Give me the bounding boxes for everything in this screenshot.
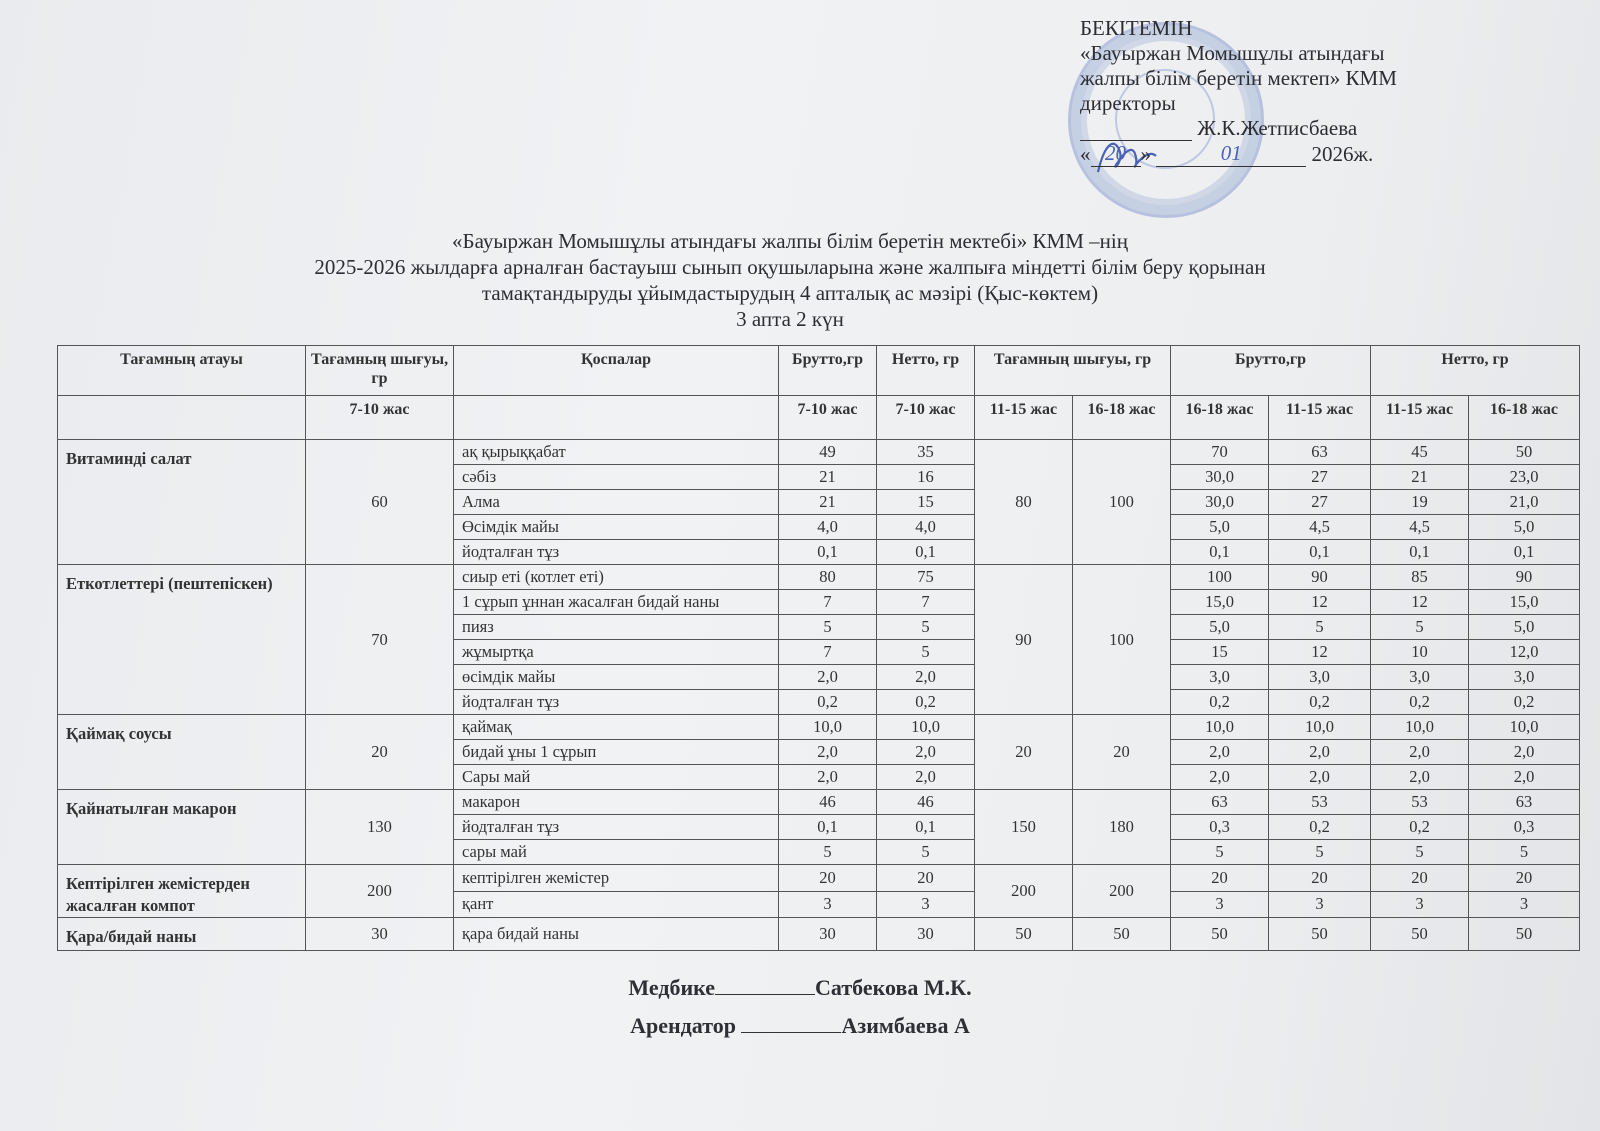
table-row [58,865,1580,892]
dish-output: 20 [306,715,454,790]
netto-7-10: 0,2 [877,690,975,715]
netto-7-10: 2,0 [877,765,975,790]
netto-11-15: 3,0 [1371,665,1469,690]
brutto-16-18: 30,0 [1171,465,1269,490]
output-11-15: 90 [975,565,1073,715]
netto-11-15: 0,2 [1371,815,1469,840]
netto-16-18: 50 [1469,440,1580,465]
title-line-4: 3 апта 2 күн [736,307,844,331]
netto-7-10: 0,1 [877,815,975,840]
header-brutto-group: Брутто,гр [1171,346,1371,396]
netto-11-15: 19 [1371,490,1469,515]
ingredient-name: макарон [454,790,779,815]
netto-7-10: 30 [877,918,975,951]
brutto-11-15: 4,5 [1269,515,1371,540]
dish-name: Қара/бидай наны [58,918,306,951]
director-name: Ж.К.Жетписбаева [1197,116,1358,140]
ingredient-name: ақ қырыққабат [454,440,779,465]
netto-7-10: 7 [877,590,975,615]
dish-name: Қаймақ соусы [58,715,306,790]
brutto-16-18: 50 [1171,918,1269,951]
netto-11-15: 45 [1371,440,1469,465]
brutto-11-15: 63 [1269,440,1371,465]
brutto-16-18: 63 [1171,790,1269,815]
netto-11-15: 10 [1371,640,1469,665]
netto-16-18: 0,3 [1469,815,1580,840]
output-11-15: 200 [975,865,1073,918]
brutto-11-15: 90 [1269,565,1371,590]
date-open-quote: « [1080,142,1091,166]
ingredient-name: қаймақ [454,715,779,740]
brutto-16-18: 5,0 [1171,615,1269,640]
netto-7-10: 2,0 [877,740,975,765]
brutto-16-18: 2,0 [1171,765,1269,790]
brutto-16-18: 20 [1171,865,1269,892]
brutto-7-10: 2,0 [779,740,877,765]
approval-date [1080,141,1520,167]
brutto-11-15: 53 [1269,790,1371,815]
date-day: 20 [1091,141,1141,167]
netto-7-10: 16 [877,465,975,490]
director-line [1080,116,1520,141]
output-16-18: 100 [1073,565,1171,715]
approval-block [1080,16,1520,167]
title-line-3: тамақтандыруды ұйымдастырудың 4 апталық ас мәзірі (Қыс-көктем) [481,281,1099,305]
header-brutto: Брутто,гр [779,346,877,396]
netto-16-18: 0,2 [1469,690,1580,715]
output-16-18: 100 [1073,440,1171,565]
date-month: 01 [1156,141,1306,167]
brutto-7-10: 2,0 [779,765,877,790]
title-line-1: «Бауыржан Момышұлы атындағы жалпы білім беретін мектебі» КММ –нің [452,229,1128,253]
header-netto: Нетто, гр [877,346,975,396]
brutto-7-10: 2,0 [779,665,877,690]
ingredient-name: Сары май [454,765,779,790]
brutto-11-15: 27 [1269,490,1371,515]
netto-11-15: 0,1 [1371,540,1469,565]
header-ingredients: Қоспалар [454,346,779,396]
approval-role: директоры [1080,91,1176,115]
subheader-out-11-15: 11-15 жас [975,396,1073,440]
dish-name: Витаминді салат [58,440,306,565]
netto-16-18: 23,0 [1469,465,1580,490]
brutto-11-15: 12 [1269,590,1371,615]
menu-table [57,345,1580,951]
brutto-11-15: 0,1 [1269,540,1371,565]
netto-11-15: 2,0 [1371,765,1469,790]
brutto-7-10: 5 [779,840,877,865]
netto-7-10: 15 [877,490,975,515]
brutto-7-10: 5 [779,615,877,640]
brutto-7-10: 0,2 [779,690,877,715]
brutto-11-15: 2,0 [1269,740,1371,765]
title-line-2: 2025-2026 жылдарға арналған бастауыш сынып оқушыларына және жалпыға міндетті білім беру қорынан [314,255,1266,279]
subheader-netto-age: 7-10 жас [877,396,975,440]
ingredient-name: сәбіз [454,465,779,490]
brutto-7-10: 4,0 [779,515,877,540]
tenant-signature-line [0,1013,1600,1039]
netto-7-10: 46 [877,790,975,815]
brutto-7-10: 20 [779,865,877,892]
netto-7-10: 75 [877,565,975,590]
ingredient-name: йодталған тұз [454,540,779,565]
netto-7-10: 10,0 [877,715,975,740]
netto-11-15: 5 [1371,840,1469,865]
nurse-signature-line [0,975,1600,1001]
output-11-15: 50 [975,918,1073,951]
dish-output: 30 [306,918,454,951]
nurse-role: Медбике [628,975,716,1000]
dish-output: 130 [306,790,454,865]
brutto-16-18: 15,0 [1171,590,1269,615]
ingredient-name: Алма [454,490,779,515]
netto-16-18: 12,0 [1469,640,1580,665]
nurse-signature-blank [715,978,815,995]
netto-11-15: 12 [1371,590,1469,615]
brutto-7-10: 7 [779,640,877,665]
dish-name: Қайнатылған макарон [58,790,306,865]
brutto-16-18: 15 [1171,640,1269,665]
netto-11-15: 53 [1371,790,1469,815]
netto-11-15: 50 [1371,918,1469,951]
tenant-name: Азимбаева А [841,1013,970,1038]
ingredient-name: сиыр еті (котлет еті) [454,565,779,590]
netto-7-10: 5 [877,640,975,665]
dish-output: 200 [306,865,454,918]
brutto-11-15: 20 [1269,865,1371,892]
table-row [58,715,1580,740]
brutto-16-18: 0,2 [1171,690,1269,715]
table-row [58,918,1580,951]
brutto-16-18: 10,0 [1171,715,1269,740]
netto-16-18: 63 [1469,790,1580,815]
document-title [190,228,1390,332]
brutto-16-18: 70 [1171,440,1269,465]
brutto-11-15: 5 [1269,840,1371,865]
netto-11-15: 4,5 [1371,515,1469,540]
netto-7-10: 4,0 [877,515,975,540]
netto-16-18: 5,0 [1469,515,1580,540]
subheader-netto-11-15: 11-15 жас [1371,396,1469,440]
brutto-11-15: 3,0 [1269,665,1371,690]
ingredient-name: 1 сұрып ұннан жасалған бидай наны [454,590,779,615]
netto-11-15: 10,0 [1371,715,1469,740]
netto-11-15: 20 [1371,865,1469,892]
output-11-15: 150 [975,790,1073,865]
netto-7-10: 35 [877,440,975,465]
brutto-11-15: 10,0 [1269,715,1371,740]
header-row [58,346,1580,396]
date-year: 2026ж. [1311,142,1374,166]
brutto-11-15: 5 [1269,615,1371,640]
brutto-11-15: 0,2 [1269,815,1371,840]
netto-16-18: 3,0 [1469,665,1580,690]
netto-16-18: 5 [1469,840,1580,865]
ingredient-name: жұмыртқа [454,640,779,665]
brutto-7-10: 49 [779,440,877,465]
netto-11-15: 5 [1371,615,1469,640]
approval-heading: БЕКІТЕМІН [1080,16,1193,40]
brutto-7-10: 10,0 [779,715,877,740]
ingredient-name: йодталған тұз [454,815,779,840]
netto-16-18: 2,0 [1469,740,1580,765]
netto-7-10: 3 [877,891,975,918]
brutto-7-10: 7 [779,590,877,615]
ingredient-name: бидай ұны 1 сұрып [454,740,779,765]
ingredient-name: қант [454,891,779,918]
netto-7-10: 5 [877,615,975,640]
output-16-18: 200 [1073,865,1171,918]
table-row [58,440,1580,465]
dish-name: Еткотлеттері (пештепіскен) [58,565,306,715]
brutto-16-18: 3 [1171,891,1269,918]
output-11-15: 80 [975,440,1073,565]
netto-11-15: 2,0 [1371,740,1469,765]
ingredient-name: Өсімдік майы [454,515,779,540]
ingredient-name: кептірілген жемістер [454,865,779,892]
approval-org-line2: жалпы білім беретін мектеп» КММ [1080,66,1397,90]
netto-16-18: 15,0 [1469,590,1580,615]
brutto-11-15: 50 [1269,918,1371,951]
header-netto-group: Нетто, гр [1371,346,1580,396]
netto-11-15: 0,2 [1371,690,1469,715]
menu-body [58,440,1580,951]
brutto-7-10: 80 [779,565,877,590]
brutto-7-10: 21 [779,490,877,515]
netto-16-18: 21,0 [1469,490,1580,515]
header-dish-name: Тағамның атауы [58,346,306,396]
dish-output: 70 [306,565,454,715]
brutto-16-18: 0,3 [1171,815,1269,840]
subheader-empty [58,396,306,440]
table-row [58,790,1580,815]
netto-16-18: 0,1 [1469,540,1580,565]
brutto-11-15: 3 [1269,891,1371,918]
brutto-7-10: 46 [779,790,877,815]
header-output-group: Тағамның шығуы, гр [975,346,1171,396]
netto-7-10: 0,1 [877,540,975,565]
brutto-16-18: 100 [1171,565,1269,590]
netto-16-18: 3 [1469,891,1580,918]
subheader-brutto-11-15: 11-15 жас [1269,396,1371,440]
netto-16-18: 90 [1469,565,1580,590]
ingredient-name: өсімдік майы [454,665,779,690]
brutto-16-18: 0,1 [1171,540,1269,565]
netto-11-15: 21 [1371,465,1469,490]
subheader-out-16-18: 16-18 жас [1073,396,1171,440]
output-16-18: 50 [1073,918,1171,951]
brutto-16-18: 5 [1171,840,1269,865]
netto-7-10: 20 [877,865,975,892]
netto-16-18: 10,0 [1469,715,1580,740]
brutto-16-18: 2,0 [1171,740,1269,765]
subheader-brutto-16-18: 16-18 жас [1171,396,1269,440]
subheader-ingredients-empty [454,396,779,440]
output-16-18: 20 [1073,715,1171,790]
brutto-7-10: 0,1 [779,815,877,840]
subheader-output-age: 7-10 жас [306,396,454,440]
output-16-18: 180 [1073,790,1171,865]
subheader-row [58,396,1580,440]
netto-11-15: 3 [1371,891,1469,918]
netto-7-10: 5 [877,840,975,865]
subheader-netto-16-18: 16-18 жас [1469,396,1580,440]
brutto-16-18: 30,0 [1171,490,1269,515]
brutto-16-18: 5,0 [1171,515,1269,540]
brutto-11-15: 27 [1269,465,1371,490]
netto-11-15: 85 [1371,565,1469,590]
table-row [58,565,1580,590]
ingredient-name: қара бидай наны [454,918,779,951]
nurse-name: Сатбекова М.К. [815,975,972,1000]
netto-7-10: 2,0 [877,665,975,690]
brutto-11-15: 0,2 [1269,690,1371,715]
brutto-7-10: 0,1 [779,540,877,565]
header-dish-output: Тағамның шығуы, гр [306,346,454,396]
approval-org-line1: «Бауыржан Момышұлы атындағы [1080,41,1385,65]
ingredient-name: йодталған тұз [454,690,779,715]
date-close-quote: » [1140,142,1151,166]
ingredient-name: сары май [454,840,779,865]
netto-16-18: 20 [1469,865,1580,892]
tenant-signature-blank [741,1016,841,1033]
signature-line [1080,120,1192,141]
netto-16-18: 5,0 [1469,615,1580,640]
brutto-7-10: 3 [779,891,877,918]
brutto-7-10: 30 [779,918,877,951]
dish-name: Кептірілген жемістерден жасалған компот [58,865,306,918]
brutto-16-18: 3,0 [1171,665,1269,690]
brutto-11-15: 12 [1269,640,1371,665]
subheader-brutto-age: 7-10 жас [779,396,877,440]
ingredient-name: пияз [454,615,779,640]
brutto-7-10: 21 [779,465,877,490]
brutto-11-15: 2,0 [1269,765,1371,790]
netto-16-18: 2,0 [1469,765,1580,790]
tenant-role: Арендатор [630,1013,736,1038]
dish-output: 60 [306,440,454,565]
netto-16-18: 50 [1469,918,1580,951]
output-11-15: 20 [975,715,1073,790]
